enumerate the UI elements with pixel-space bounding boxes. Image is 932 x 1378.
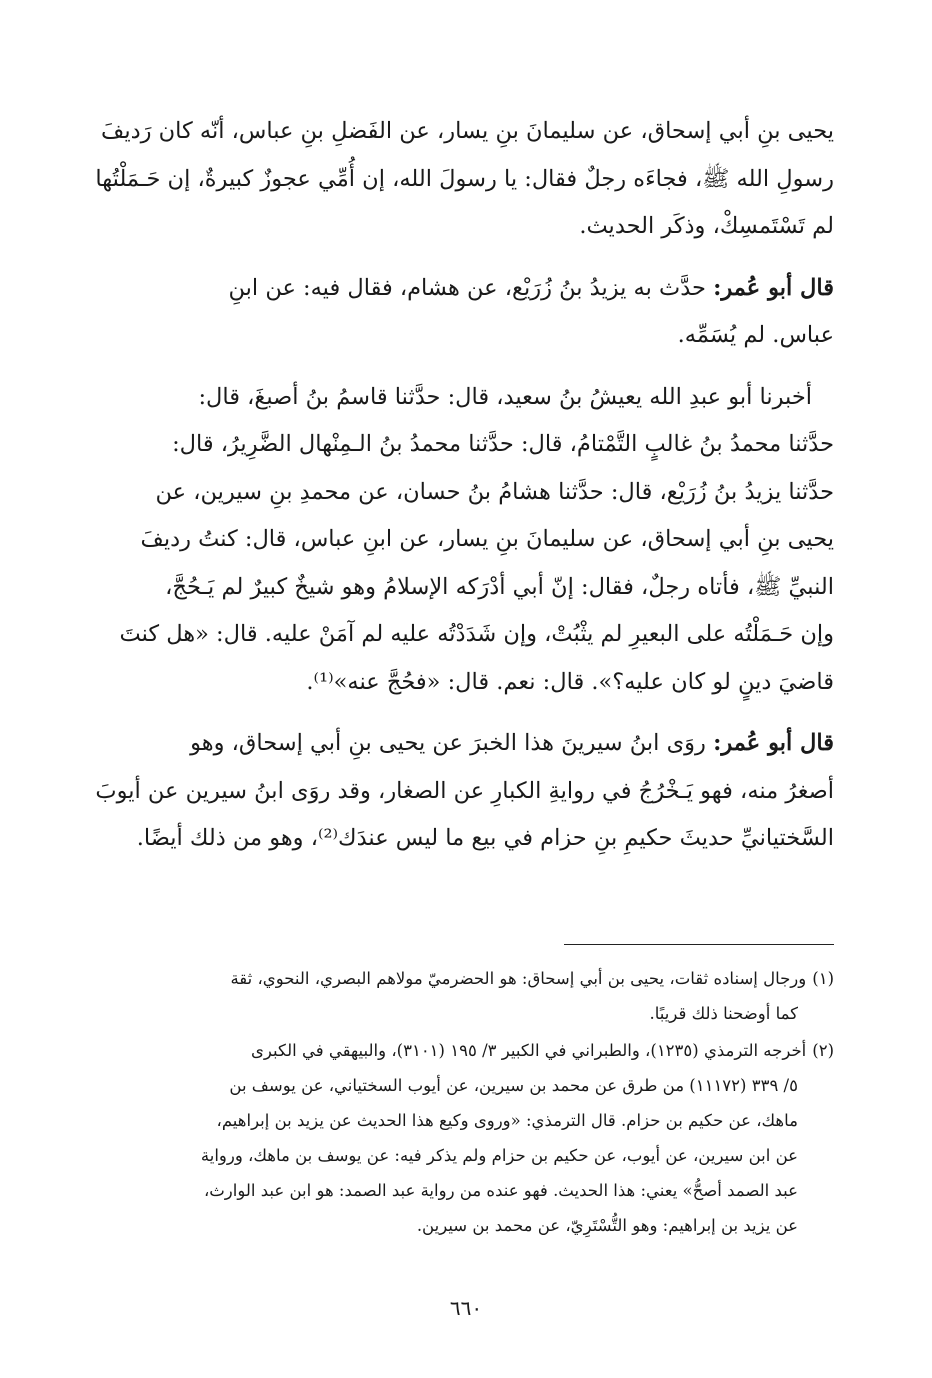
text-line: أخبرنا أبو عبدِ الله يعيشُ بنُ سعيد، قال: حدَّثنا قاسمُ بنُ أصبغَ، قال: — [198, 383, 812, 410]
text-line: أصغرُ منه، فهو يَـخْرُجُ في روايةِ الكبارِ عن الصغار، وقد روَى ابنُ سيرين عن أيوبَ — [95, 777, 834, 804]
speaker-label: قال أبو عُمر: — [713, 730, 834, 756]
line-text: حدَّث به يزيدُ بنُ زُرَيْع، عن هشام، فقال فيه: عن ابنِ — [228, 274, 706, 301]
footnote-line: عبد الصمد أصحُّ» يعني: هذا الحديث. فهو عنده من رواية عبد الصمد: هو ابن عبد الوارث، — [203, 1181, 798, 1200]
footnotes — [95, 962, 834, 1244]
text-line — [95, 720, 834, 768]
footnote-line: ٥/ ٣٣٩ (١١١٧٢) من طرق عن محمد بن سيرين، عن أيوب السختياني، عن يوسف بن — [229, 1076, 798, 1095]
footnote-text: ورجال إسناده ثقات، يحيى بن أبي إسحاق: هو الحضرميّ مولاهم البصري، النحوي، ثقة — [230, 969, 807, 988]
footnote-line — [95, 962, 834, 997]
paragraph-2 — [95, 265, 834, 360]
text-line: لم تَسْتَمسِكْ، وذكَر الحديث. — [579, 213, 834, 239]
text-line: عباس. لم يُسَمِّه. — [677, 322, 834, 348]
speaker-label: قال أبو عُمر: — [713, 274, 834, 301]
text-line: يحيى بنِ أبي إسحاق، عن سليمانَ بنِ يسار، عن الفَضلِ بنِ عباس، أنّه كان رَديفَ — [101, 118, 834, 144]
footnote-divider — [564, 944, 834, 945]
footnote-number: (٢) — [812, 1041, 834, 1060]
paragraph-4 — [95, 720, 834, 863]
text-line: وإن حَـمَلْتُه على البعيرِ لم يثْبُتْ، وإن شَدَدْتُه عليه لم آمَنْ عليه. قال: «هل كنتَ — [119, 621, 834, 647]
line-text: روَى ابنُ سيرينَ هذا الخبرَ عن يحيى بنِ أبي إسحاق، وهو — [190, 730, 706, 756]
page-number: ٦٦٠ — [449, 1296, 483, 1320]
footnote-number: (١) — [812, 969, 834, 988]
footnote-line: كما أوضحنا ذلك قريبًا. — [649, 1004, 798, 1023]
footnote-text: أخرجه الترمذي (١٢٣٥)، والطبراني في الكبير ٣/ ١٩٥ (٣١٠١)، والبيهقي في الكبرى — [250, 1041, 807, 1060]
text-line — [95, 265, 834, 313]
footnote-1 — [95, 962, 834, 1032]
text-line: حدَّثنا يزيدُ بنُ زُرَيْع، قال: حدَّثنا هشامُ بنُ حسان، عن محمدِ بنِ سيرين، عن — [155, 478, 834, 505]
footnote-line: ماهك، عن حكيم بن حزام. قال الترمذي: «وروى وكيع هذا الحديث عن يزيد بن إبراهيم، — [216, 1111, 798, 1130]
text-line: السَّختيانيِّ حديثَ حكيمِ بنِ حزام في بيع ما ليس عندَك⁽²⁾، وهو من ذلك أيضًا. — [136, 825, 834, 851]
footnote-line: عن يزيد بن إبراهيم: وهو التُّسْتَرِيّ، عن محمد بن سيرين. — [416, 1216, 798, 1235]
footnote-2 — [95, 1034, 834, 1244]
text-line: يحيى بنِ أبي إسحاق، عن سليمانَ بنِ يسار، عن ابنِ عباس، قال: كنتُ رديفَ — [140, 526, 834, 552]
footnote-line — [95, 1034, 834, 1069]
paragraph-1 — [95, 108, 834, 251]
footnote-line: عن ابن سيرين، عن أيوب، عن حكيم بن حزام ولم يذكر فيه: عن يوسف بن ماهك، ورواية — [200, 1146, 798, 1165]
text-line: النبيِّ ﷺ، فأتاه رجلٌ، فقال: إنّ أبي أدْرَكه الإسلامُ وهو شيخٌ كبيرٌ لم يَـحُجَّ، — [165, 573, 834, 600]
text-line: قاضيَ دينٍ لو كان عليه؟». قال: نعم. قال: «فحُجَّ عنه»⁽¹⁾. — [306, 668, 834, 695]
paragraph-3 — [95, 374, 834, 707]
text-line: رسولِ الله ﷺ، فجاءَه رجلٌ فقال: يا رسولَ الله، إن أُمِّي عجوزٌ كبيرةٌ، إن حَـمَلْتُها — [95, 165, 834, 192]
text-line: حدَّثنا محمدُ بنُ غالبٍ التَّمْتامُ، قال: حدَّثنا محمدُ بنُ الـمِنْهال الضَّرِيرُ، قال: — [172, 431, 834, 457]
